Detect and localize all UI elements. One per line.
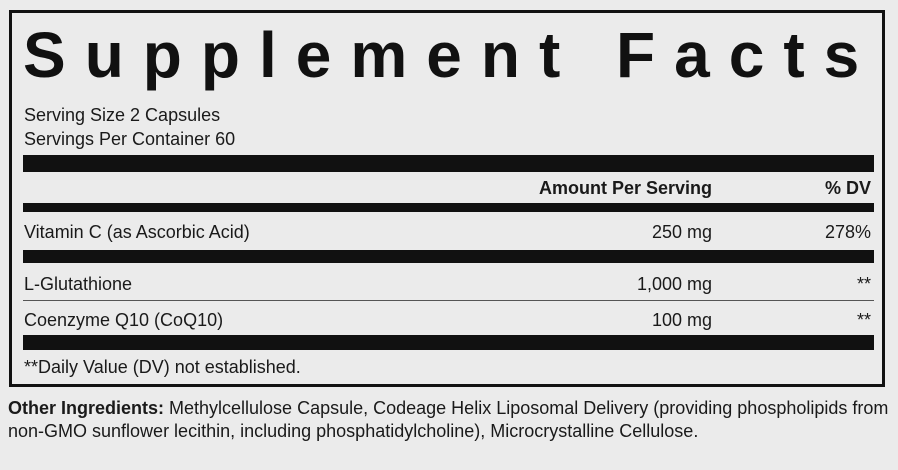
other-ingredients-text: Methylcellulose Capsule, Codeage Helix Liposomal Delivery (providing phospholipids from non-GMO sunflower lecithin, including phosphatidylcholine), Microcrystalline Cellulose. — [8, 398, 889, 441]
amount-header: Amount Per Serving — [538, 178, 712, 198]
nutrient-dv: 278% — [824, 222, 871, 242]
thick-divider — [23, 250, 874, 263]
nutrient-amount: 100 mg — [651, 310, 712, 330]
footnote: **Daily Value (DV) not established. — [24, 357, 301, 377]
nutrient-dv: ** — [856, 274, 871, 294]
nutrient-amount: 250 mg — [651, 222, 712, 242]
thick-divider — [23, 335, 874, 350]
nutrient-name: L-Glutathione — [24, 274, 133, 294]
servings-per-container: Servings Per Container 60 — [24, 129, 236, 149]
nutrient-name: Coenzyme Q10 (CoQ10) — [24, 310, 224, 330]
thin-divider — [23, 300, 874, 301]
nutrient-amount: 1,000 mg — [636, 274, 712, 294]
medium-divider — [23, 203, 874, 212]
other-ingredients-label: Other Ingredients: — [8, 398, 165, 418]
thick-divider — [23, 155, 874, 172]
other-ingredients — [8, 397, 892, 443]
dv-header: % DV — [824, 178, 871, 198]
serving-size: Serving Size 2 Capsules — [24, 105, 221, 125]
nutrient-dv: ** — [856, 310, 871, 330]
panel-title: Supplement Facts — [23, 19, 879, 91]
nutrient-name: Vitamin C (as Ascorbic Acid) — [24, 222, 250, 242]
supplement-facts-panel — [9, 10, 885, 387]
